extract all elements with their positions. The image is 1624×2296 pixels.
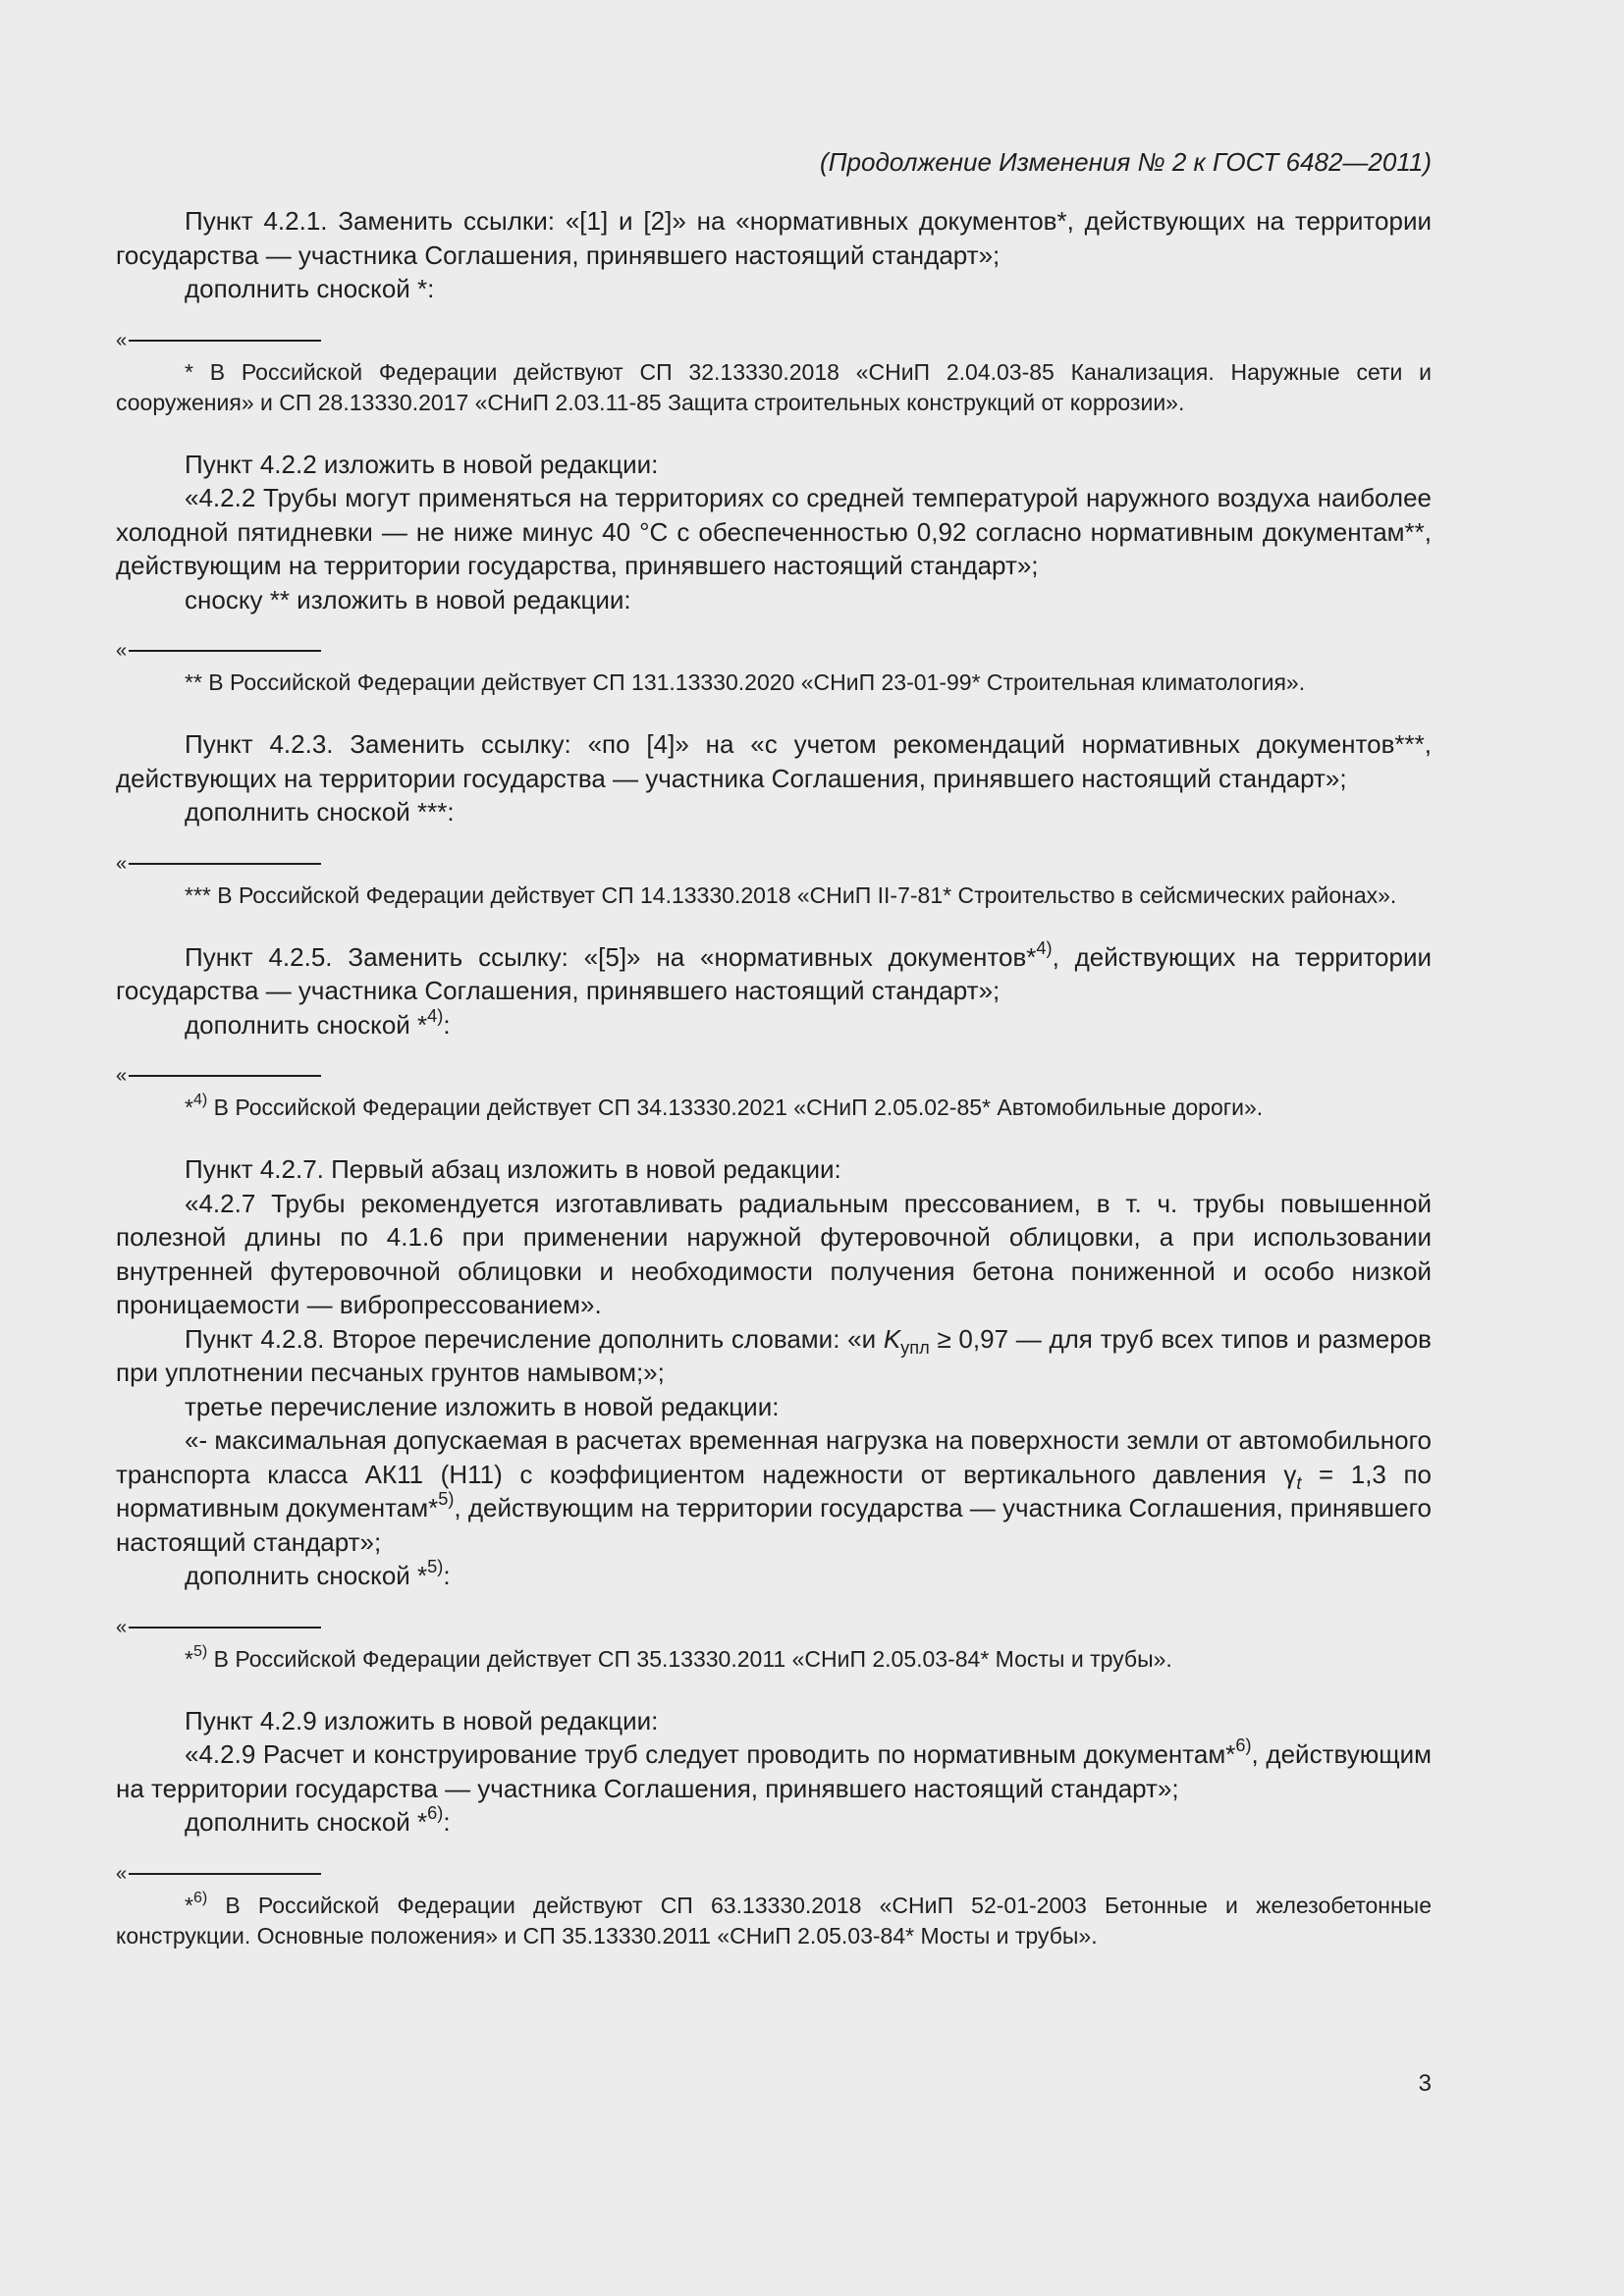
paragraph-max-load: «- максимальная допускаемая в расчетах временная нагрузка на поверхности земли от автомобильного транспорта класса АК11 (Н11) с коэффициентом надежности от вертикального давления $\gamma_t = 1,3$ по нормативным документам*$^{5)}$, действующим на территории государства — участника Соглашения, принявшего настоящий стандарт»; bbox=[116, 1425, 1432, 1557]
running-header: (Продолжение Изменения № 2 к ГОСТ 6482—2011) bbox=[820, 147, 1432, 177]
footnote-quote-mark: « bbox=[116, 329, 128, 351]
paragraph-add-footnote: дополнить сноской *$^{4)}$: bbox=[185, 1005, 451, 1040]
footnote-rule bbox=[129, 1075, 321, 1077]
footnote-separator bbox=[116, 330, 1432, 351]
paragraph-4-2-9: Пункт 4.2.9 изложить в новой редакции: bbox=[185, 1705, 659, 1735]
footnote-rule bbox=[129, 340, 321, 342]
footnote-quote-mark: « bbox=[116, 640, 128, 662]
page-number: 3 bbox=[1418, 2070, 1432, 2097]
footnote-quote-mark: « bbox=[116, 1616, 128, 1638]
footnote-quote-mark: « bbox=[116, 852, 128, 875]
paragraph-add-footnote: дополнить сноской ***: bbox=[185, 797, 455, 827]
footnote-4: *$^{4)}$ В Российской Федерации действует СП 34.13330.2021 «СНиП 2.05.02-85* Автомобильные дороги». bbox=[185, 1091, 1264, 1120]
footnote-quote-mark: « bbox=[116, 1065, 128, 1087]
paragraph-add-footnote: дополнить сноской *: bbox=[185, 274, 435, 303]
footnote-6: *$^{6)}$ В Российской Федерации действуют СП 63.13330.2018 «СНиП 52-01-2003 Бетонные и железобетонные конструкции. Основные положения» и СП 35.13330.2011 «СНиП 2.05.03-84* Мосты и трубы». bbox=[116, 1888, 1432, 1949]
footnote-rule bbox=[129, 1873, 321, 1875]
footnote-separator bbox=[116, 853, 1432, 875]
footnote-separator bbox=[116, 640, 1432, 662]
paragraph-4-2-2: Пункт 4.2.2 изложить в новой редакции: bbox=[185, 449, 659, 479]
paragraph-4-2-7: Пункт 4.2.7. Первый абзац изложить в новой редакции: bbox=[185, 1154, 841, 1184]
footnote-rule bbox=[129, 1627, 321, 1629]
footnote-5: *$^{5)}$ В Российской Федерации действует СП 35.13330.2011 «СНиП 2.05.03-84* Мосты и трубы». bbox=[185, 1641, 1172, 1672]
paragraph-third-enum: третье перечисление изложить в новой редакции: bbox=[185, 1391, 780, 1421]
footnote-separator bbox=[116, 1065, 1432, 1087]
paragraph-4-2-1: Пункт 4.2.1. Заменить ссылки: «[1] и [2]» на «нормативных документов*, действующих на территории государства — участника Соглашения, принявшего настоящий стандарт»; bbox=[116, 206, 1432, 270]
footnote-rule bbox=[129, 650, 321, 652]
footnote-separator bbox=[116, 1617, 1432, 1638]
footnote-3: *** В Российской Федерации действует СП 14.13330.2018 «СНиП II-7-81* Строительство в сейсмических районах». bbox=[185, 881, 1397, 908]
paragraph-4-2-2-text: «4.2.2 Трубы могут применяться на территориях со средней температурой наружного воздуха наиболее холодной пятидневки — не ниже минус 40 °С с обеспеченностью 0,92 согласно нормативным документам**, действующим на территории государства, принявшего настоящий стандарт»; bbox=[116, 483, 1432, 580]
paragraph-footnote-edit: сноску ** изложить в новой редакции: bbox=[185, 584, 631, 614]
paragraph-add-footnote: дополнить сноской *$^{6)}$: bbox=[185, 1803, 451, 1837]
paragraph-4-2-3: Пункт 4.2.3. Заменить ссылку: «по [4]» на «с учетом рекомендаций нормативных документов***, действующих на территории государства — участника Соглашения, принявшего настоящий стандарт»; bbox=[116, 729, 1432, 793]
paragraph-4-2-9-text: «4.2.9 Расчет и конструирование труб следует проводить по нормативным документам*$^{6)}$, действующим на территории государства — участника Соглашения, принявшего настоящий стандарт»; bbox=[116, 1735, 1433, 1803]
paragraph-4-2-5: Пункт 4.2.5. Заменить ссылку: «[5]» на «нормативных документов*$^{4)}$, действующих на территории государства — участника Соглашения, принявшего настоящий стандарт»; bbox=[116, 937, 1432, 1005]
footnote-2: ** В Российской Федерации действует СП 131.13330.2020 «СНиП 23-01-99* Строительная климатология». bbox=[185, 669, 1306, 695]
footnote-quote-mark: « bbox=[116, 1862, 128, 1885]
paragraph-4-2-7-text: «4.2.7 Трубы рекомендуется изготавливать радиальным прессованием, в т. ч. трубы повышенной полезной длины по 4.1.6 при применении наружной футеровочной облицовки, а при использовании внутренней футеровочной облицовки и необходимости получения бетона пониженной и особо низкой проницаемости — вибропрессованием». bbox=[116, 1188, 1432, 1319]
footnote-rule bbox=[129, 863, 321, 865]
paragraph-4-2-8: Пункт 4.2.8. Второе перечисление дополнить словами: «и $K_{упл} \ge 0,97$ — для труб всех типов и размеров при уплотнении песчаных грунтов намывом;»; bbox=[116, 1323, 1432, 1387]
footnote-1: * В Российской Федерации действуют СП 32.13330.2018 «СНиП 2.04.03-85 Канализация. Наружные сети и сооружения» и СП 28.13330.2017 «СНиП 2.03.11-85 Защита строительных конструкций от коррозии». bbox=[116, 358, 1432, 415]
paragraph-add-footnote: дополнить сноской *$^{5)}$: bbox=[185, 1557, 451, 1590]
footnote-separator bbox=[116, 1863, 1432, 1885]
